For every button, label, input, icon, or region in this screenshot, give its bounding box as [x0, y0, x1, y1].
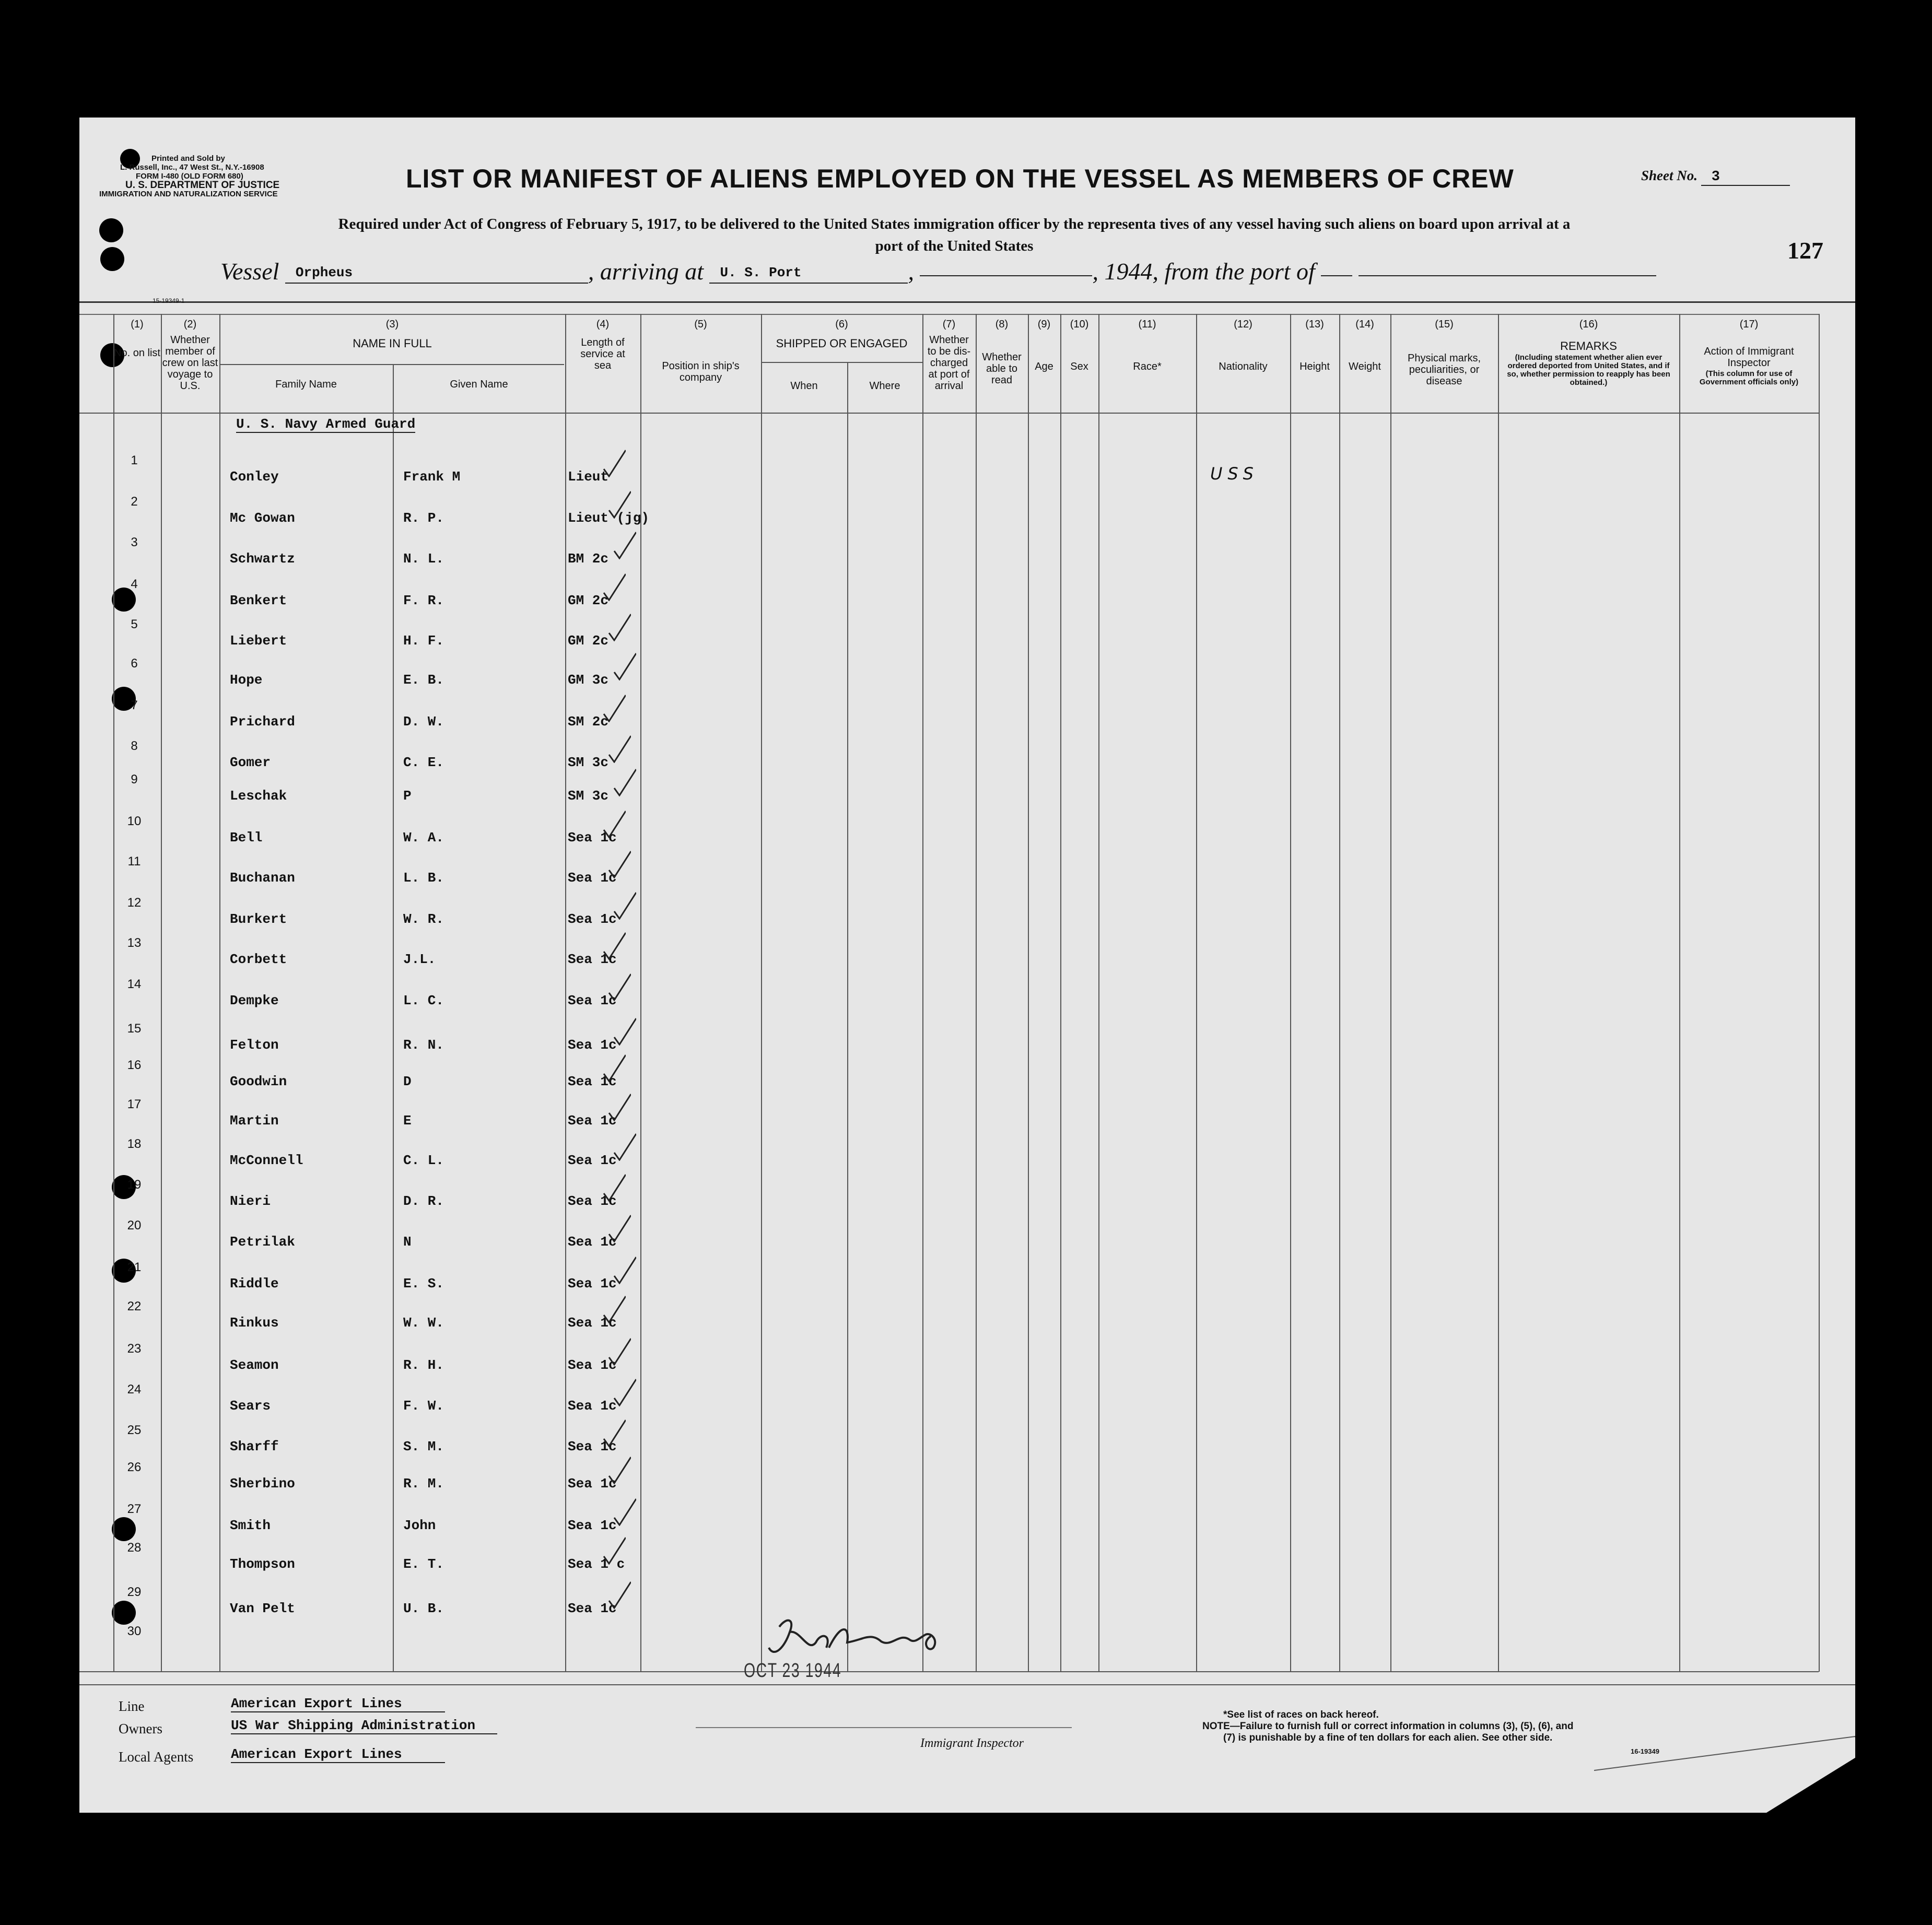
- family-name: Benkert: [230, 593, 287, 608]
- check-mark-icon: [607, 1580, 631, 1609]
- given-name: F. W.: [403, 1398, 444, 1414]
- length-of-service: Sea 1c: [568, 1234, 617, 1250]
- vessel-line: Vessel Orpheus , arriving at U. S. Port , , 1944, from the port of: [220, 257, 1656, 285]
- family-name: Buchanan: [230, 870, 295, 886]
- family-name: Seamon: [230, 1357, 279, 1373]
- given-name: R. H.: [403, 1357, 444, 1373]
- check-mark-icon: [612, 1377, 636, 1406]
- length-of-service: Sea 1c: [568, 1476, 617, 1492]
- col-divider: [1339, 314, 1340, 1672]
- check-mark-icon: [607, 734, 631, 763]
- owners-label: Owners: [119, 1721, 162, 1736]
- col-number: (8): [995, 319, 1009, 330]
- line-value: American Export Lines: [231, 1696, 445, 1712]
- header-name-in-full: NAME IN FULL: [353, 337, 432, 350]
- check-mark-icon: [602, 931, 626, 960]
- header-sex: Sex: [1070, 361, 1088, 372]
- family-name: Liebert: [230, 633, 287, 649]
- publisher-line: Printed and Sold by: [151, 154, 225, 163]
- check-mark-icon: [607, 1092, 631, 1121]
- sheet-label: Sheet No.: [1641, 168, 1697, 183]
- family-name: Corbett: [230, 952, 287, 967]
- given-name: D: [403, 1074, 412, 1089]
- check-mark-icon: [607, 489, 631, 519]
- row-number: 2: [131, 495, 138, 509]
- check-mark-icon: [612, 530, 636, 559]
- header-height: Height: [1299, 361, 1330, 372]
- check-mark-icon: [607, 972, 631, 1001]
- header-race: Race*: [1133, 361, 1162, 372]
- given-name: S. M.: [403, 1439, 444, 1454]
- header-bottom-rule: [79, 413, 1819, 414]
- family-name: Nieri: [230, 1193, 271, 1209]
- col-number: (10): [1070, 319, 1089, 330]
- row-number: 11: [127, 854, 141, 868]
- length-of-service: Sea 1c: [568, 1518, 617, 1533]
- given-name: N: [403, 1234, 412, 1250]
- col-number: (17): [1739, 319, 1759, 330]
- length-of-service: Sea 1 c: [568, 1556, 625, 1572]
- requirement-text: [210, 213, 1699, 257]
- family-name: Rinkus: [230, 1315, 279, 1331]
- given-name: L. B.: [403, 870, 444, 886]
- header-remarks-note: (Including statement whether alien ever ordered deported from United States, and if so, whether permission to reapply has been obtained.): [1507, 353, 1670, 387]
- header-no-on-list: No. on list: [114, 347, 160, 359]
- check-mark-icon: [602, 809, 626, 838]
- header-family-name: Family Name: [275, 379, 337, 390]
- col-divider: [976, 314, 977, 1672]
- table-bottom-rule: [79, 1671, 1819, 1672]
- check-mark-icon: [612, 1497, 636, 1526]
- from-label: , from the port of: [1152, 258, 1315, 285]
- given-name: L. C.: [403, 993, 444, 1008]
- header-action-note: (This column for use of Government officials only): [1699, 369, 1799, 386]
- name-subheader-rule: [220, 364, 564, 365]
- family-name: Goodwin: [230, 1074, 287, 1089]
- col-divider: [1060, 314, 1061, 1672]
- check-mark-icon: [607, 849, 631, 878]
- given-name: E. S.: [403, 1276, 444, 1292]
- check-mark-icon: [612, 890, 636, 920]
- length-of-service: SM 3c: [568, 788, 609, 804]
- row-number: 27: [127, 1502, 142, 1516]
- row-number: 17: [127, 1097, 142, 1111]
- given-name: H. F.: [403, 633, 444, 649]
- check-mark-icon: [607, 1213, 631, 1242]
- col-divider: [1290, 314, 1291, 1672]
- length-of-service: Sea 1c: [568, 1113, 617, 1129]
- footer-rule: [79, 1684, 1855, 1685]
- form-title: LIST OR MANIFEST OF ALIENS EMPLOYED ON THE VESSEL AS MEMBERS OF CREW: [406, 164, 1514, 193]
- length-of-service: SM 2c: [568, 714, 609, 730]
- check-mark-icon: [602, 1294, 626, 1323]
- row-number: 12: [127, 896, 142, 910]
- given-name: U. B.: [403, 1601, 444, 1616]
- col-number: (6): [835, 319, 848, 330]
- col-divider: [1819, 314, 1820, 1672]
- col-divider: [1498, 314, 1499, 1672]
- check-mark-icon: [607, 1455, 631, 1484]
- row-number: 10: [127, 814, 142, 828]
- length-of-service: Sea 1c: [568, 1074, 617, 1089]
- col-number: (12): [1234, 319, 1252, 330]
- col-divider: [847, 362, 848, 1672]
- inspector-label: Immigrant Inspector: [920, 1736, 1024, 1750]
- family-name: Sherbino: [230, 1476, 295, 1492]
- agents-value: American Export Lines: [231, 1746, 445, 1763]
- length-of-service: Sea 1c: [568, 1439, 617, 1454]
- vessel-name: Orpheus: [285, 265, 588, 284]
- row-number: 9: [131, 772, 138, 787]
- given-name: P: [403, 788, 412, 804]
- header-shipped-or-engaged: SHIPPED OR ENGAGED: [776, 337, 908, 350]
- header-given-name: Given Name: [450, 379, 508, 390]
- col-divider: [393, 364, 394, 1672]
- row-number: 30: [127, 1624, 142, 1638]
- given-name: F. R.: [403, 593, 444, 608]
- torn-edge: [1594, 1731, 1855, 1773]
- penalty-note-cont: (7) is punishable by a fine of ten dollars for each alien. See other side.: [1223, 1732, 1553, 1743]
- col-number: (9): [1037, 319, 1051, 330]
- punch-hole: [99, 218, 123, 242]
- family-name: Conley: [230, 469, 279, 485]
- col-divider: [1679, 314, 1680, 1672]
- row-number: 23: [127, 1342, 142, 1356]
- length-of-service: Sea 1c: [568, 1193, 617, 1209]
- col-number: (2): [183, 319, 197, 330]
- row-number: 24: [127, 1382, 142, 1396]
- given-name: R. P.: [403, 510, 444, 526]
- departure-port-blank: [1321, 257, 1352, 276]
- col-divider: [219, 314, 220, 1672]
- given-name: W. R.: [403, 911, 444, 927]
- header-physical-marks: Physical marks, peculiarities, or disease: [1407, 353, 1481, 387]
- given-name: R. M.: [403, 1476, 444, 1492]
- family-name: Thompson: [230, 1556, 295, 1572]
- races-note: *See list of races on back hereof.: [1223, 1709, 1379, 1720]
- check-mark-icon: [602, 448, 626, 477]
- given-name: E: [403, 1113, 412, 1129]
- family-name: Martin: [230, 1113, 279, 1129]
- header-when: When: [790, 380, 818, 392]
- check-mark-icon: [602, 1053, 626, 1082]
- col-number: (13): [1305, 319, 1324, 330]
- family-name: Dempke: [230, 993, 279, 1008]
- length-of-service: Lieut (jg): [568, 510, 650, 526]
- header-length-of-service: Length of service at sea: [580, 337, 625, 371]
- family-name: Mc Gowan: [230, 510, 295, 526]
- check-mark-icon: [607, 1336, 631, 1366]
- check-mark-icon: [602, 693, 626, 722]
- publisher-block: [99, 154, 279, 198]
- row-number: 26: [127, 1460, 142, 1474]
- nationality-value: USS: [1210, 464, 1259, 484]
- row-number: 16: [127, 1058, 142, 1072]
- col-number: (15): [1435, 319, 1454, 330]
- length-of-service: Sea 1c: [568, 911, 617, 927]
- col-number: (7): [942, 319, 956, 330]
- family-name: Burkert: [230, 911, 287, 927]
- row-number: 6: [131, 656, 138, 671]
- vessel-label: Vessel: [220, 258, 279, 285]
- length-of-service: Sea 1c: [568, 830, 617, 846]
- family-name: Leschak: [230, 788, 287, 804]
- check-mark-icon: [607, 612, 631, 641]
- manifest-sheet: [79, 118, 1855, 1813]
- family-name: Van Pelt: [230, 1601, 295, 1616]
- punch-hole: [112, 1517, 136, 1541]
- check-mark-icon: [612, 1255, 636, 1284]
- check-mark-icon: [612, 1016, 636, 1046]
- col-divider: [565, 314, 566, 1672]
- given-name: W. A.: [403, 830, 444, 846]
- length-of-service: Lieut: [568, 469, 609, 485]
- row-number: 20: [127, 1218, 142, 1233]
- family-name: Petrilak: [230, 1234, 295, 1250]
- family-name: McConnell: [230, 1153, 303, 1168]
- departure-port-blank: [1359, 257, 1656, 276]
- arriving-port: U. S. Port: [709, 265, 908, 284]
- row-number: 22: [127, 1299, 142, 1313]
- header-age: Age: [1035, 361, 1053, 372]
- punch-hole: [112, 1601, 136, 1625]
- header-discharged: Whether to be dis-charged at port of arrival: [927, 334, 971, 392]
- given-name: Frank M: [403, 469, 461, 485]
- row-number: 15: [127, 1022, 142, 1036]
- header-where: Where: [869, 380, 900, 392]
- col-divider: [922, 314, 923, 1672]
- row-number: 14: [127, 977, 142, 991]
- length-of-service: Sea 1c: [568, 1601, 617, 1616]
- length-of-service: Sea 1c: [568, 1357, 617, 1373]
- inspector-signature-line: [696, 1727, 1072, 1728]
- length-of-service: Sea 1c: [568, 870, 617, 886]
- row-number: 3: [131, 535, 138, 549]
- col-divider: [761, 314, 762, 1672]
- given-name: E. B.: [403, 672, 444, 688]
- row-number: 8: [131, 739, 138, 753]
- row-number: 28: [127, 1541, 142, 1555]
- header-weight: Weight: [1349, 361, 1381, 372]
- family-name: Felton: [230, 1037, 279, 1053]
- length-of-service: GM 2c: [568, 633, 609, 649]
- length-of-service: SM 3c: [568, 755, 609, 770]
- header-position: Position in ship's company: [662, 360, 740, 383]
- row-number: 1: [131, 453, 138, 467]
- page-number: 127: [1787, 237, 1823, 264]
- check-mark-icon: [602, 1418, 626, 1447]
- requirement-line: port of the United States: [875, 238, 1034, 254]
- col-number: (11): [1138, 319, 1156, 330]
- arrival-year: 1944: [1104, 258, 1153, 285]
- given-name: C. E.: [403, 755, 444, 770]
- given-name: John: [403, 1518, 436, 1533]
- row-number: 29: [127, 1585, 142, 1599]
- col-number: (1): [131, 319, 144, 330]
- given-name: R. N.: [403, 1037, 444, 1053]
- requirement-line: Required under Act of Congress of February 5, 1917, to be delivered to the United States immigration officer by the representa tives of any vessel having such aliens on board upon arrival at a: [338, 216, 1571, 232]
- col-divider: [1098, 314, 1099, 1672]
- length-of-service: BM 2c: [568, 551, 609, 567]
- length-of-service: Sea 1c: [568, 1037, 617, 1053]
- row-number: 7: [131, 698, 138, 712]
- shipped-subheader-rule: [762, 362, 922, 363]
- row-number: 25: [127, 1423, 142, 1437]
- col-divider: [1028, 314, 1029, 1672]
- header-nationality: Nationality: [1219, 361, 1268, 372]
- length-of-service: Sea 1c: [568, 952, 617, 967]
- header-whether-member: Whether member of crew on last voyage to U.S.: [162, 334, 218, 392]
- check-mark-icon: [602, 1535, 626, 1565]
- row-number: 18: [127, 1137, 142, 1151]
- check-mark-icon: [612, 767, 636, 796]
- col-number: (16): [1579, 319, 1598, 330]
- given-name: W. W.: [403, 1315, 444, 1331]
- given-name: D. R.: [403, 1193, 444, 1209]
- length-of-service: GM 2c: [568, 593, 609, 608]
- arriving-label: , arriving at: [588, 258, 704, 285]
- header-action: Action of Immigrant Inspector: [1704, 346, 1794, 369]
- publisher-line: FORM I-480 (OLD FORM 680): [136, 172, 243, 181]
- col-number: (5): [694, 319, 707, 330]
- family-name: Prichard: [230, 714, 295, 730]
- given-name: E. T.: [403, 1556, 444, 1572]
- sheet-number: [1641, 168, 1790, 186]
- publisher-line: L. Russell, Inc., 47 West St., N.Y.-16908: [120, 163, 264, 172]
- check-mark-icon: [612, 651, 636, 680]
- section-heading: U. S. Navy Armed Guard: [236, 416, 416, 432]
- check-mark-icon: [602, 1172, 626, 1202]
- length-of-service: Sea 1c: [568, 993, 617, 1008]
- penalty-note: NOTE—Failure to furnish full or correct information in columns (3), (5), (6), and: [1202, 1721, 1574, 1732]
- family-name: Sears: [230, 1398, 271, 1414]
- publisher-line: IMMIGRATION AND NATURALIZATION SERVICE: [99, 190, 278, 198]
- family-name: Hope: [230, 672, 263, 688]
- col-divider: [1196, 314, 1197, 1672]
- family-name: Bell: [230, 830, 263, 846]
- family-name: Sharff: [230, 1439, 279, 1454]
- line-label: Line: [119, 1698, 145, 1714]
- length-of-service: GM 3c: [568, 672, 609, 688]
- family-name: Smith: [230, 1518, 271, 1533]
- length-of-service: Sea 1c: [568, 1315, 617, 1331]
- arrival-date-blank: [920, 257, 1092, 276]
- given-name: C. L.: [403, 1153, 444, 1168]
- row-number: 21: [127, 1260, 142, 1274]
- sheet-number-value: 3: [1701, 169, 1790, 186]
- family-name: Riddle: [230, 1276, 279, 1292]
- length-of-service: Sea 1c: [568, 1153, 617, 1168]
- given-name: J.L.: [403, 952, 436, 967]
- col-number: (4): [596, 319, 610, 330]
- family-name: Schwartz: [230, 551, 295, 567]
- row-number: 19: [127, 1178, 142, 1192]
- given-name: N. L.: [403, 551, 444, 567]
- check-mark-icon: [612, 1132, 636, 1161]
- header-remarks: REMARKS: [1560, 339, 1617, 353]
- punch-hole: [100, 247, 124, 271]
- family-name: Gomer: [230, 755, 271, 770]
- form-code: 15-19349-1: [153, 297, 185, 304]
- given-name: D. W.: [403, 714, 444, 730]
- publisher-line: U. S. DEPARTMENT OF JUSTICE: [125, 180, 280, 191]
- row-number: 5: [131, 617, 138, 631]
- date-stamp: OCT 23 1944: [744, 1660, 842, 1682]
- row-number: 13: [127, 936, 142, 950]
- owners-value: US War Shipping Administration: [231, 1718, 497, 1734]
- header-rule: [79, 301, 1855, 303]
- agents-label: Local Agents: [119, 1749, 194, 1765]
- header-able-to-read: Whether able to read: [982, 351, 1022, 386]
- length-of-service: Sea 1c: [568, 1398, 617, 1414]
- length-of-service: Sea 1c: [568, 1276, 617, 1292]
- col-number: (14): [1355, 319, 1374, 330]
- row-number: 4: [131, 577, 138, 591]
- col-number: (3): [385, 319, 399, 330]
- table-top-rule: [79, 314, 1819, 315]
- check-mark-icon: [602, 572, 626, 601]
- form-number: 16-19349: [1631, 1747, 1659, 1755]
- col-divider: [1390, 314, 1391, 1672]
